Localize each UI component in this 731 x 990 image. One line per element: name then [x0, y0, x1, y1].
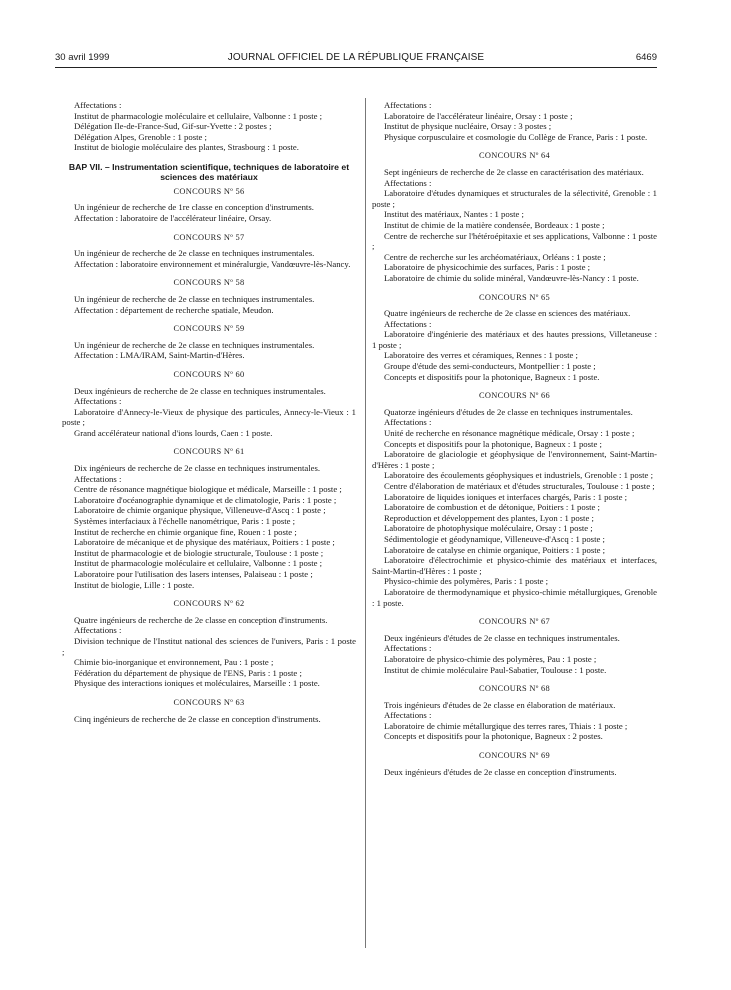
paragraph: Laboratoire des verres et céramiques, Rennes : 1 poste ;	[384, 350, 578, 361]
paragraph: Cinq ingénieurs de recherche de 2e classe en conception d'instruments.	[74, 713, 321, 724]
paragraph: Institut des matériaux, Nantes : 1 poste ;	[384, 209, 524, 220]
concours-title: CONCOURS Nº 61	[173, 447, 245, 457]
concours-title: CONCOURS Nº 66	[478, 391, 551, 401]
paragraph: Affectations :	[384, 100, 432, 110]
paragraph: Laboratoire de chimie métallurgique des terres rares, Thiais : 1 poste ;	[384, 720, 628, 731]
paragraph: Centre d'élaboration de matériaux et d'études structurales, Toulouse : 1 poste ;	[384, 481, 655, 491]
concours-title: CONCOURS Nº 67	[478, 617, 551, 627]
page-number: 6469	[635, 52, 657, 63]
paragraph: Laboratoire d'océanographie dynamique et de climatologie, Paris : 1 poste ;	[74, 494, 337, 505]
paragraph: Centre de résonance magnétique biologique et médicale, Marseille : 1 poste ;	[74, 484, 342, 495]
paragraph: Division technique de l'Institut national des sciences de l'univers, Paris : 1 poste ;	[62, 635, 356, 657]
concours-58	[62, 278, 356, 315]
paragraph: Sédimentologie et géodynamique, Villeneuve-d'Ascq : 1 poste ;	[384, 533, 605, 544]
concours-title: CONCOURS Nº 58	[173, 278, 245, 288]
paragraph: Institut de chimie moléculaire Paul-Sabatier, Toulouse : 1 poste.	[384, 664, 607, 675]
issue-date: 30 avril 1999	[55, 52, 110, 63]
concours-title: CONCOURS Nº 57	[173, 232, 245, 242]
paragraph: Institut de pharmacologie et de biologie structurale, Toulouse : 1 poste ;	[74, 547, 324, 558]
paragraph: Quatre ingénieurs de recherche de 2e classe en sciences des matériaux.	[384, 308, 631, 319]
concours-title: CONCOURS Nº 69	[478, 751, 551, 761]
paragraph: Affectations :	[384, 417, 432, 428]
concours-64	[372, 151, 657, 283]
paragraph: Groupe d'étude des semi-conducteurs, Montpellier : 1 poste ;	[384, 361, 596, 372]
paragraph: Institut de biologie moléculaire des plantes, Strasbourg : 1 poste.	[74, 142, 299, 153]
paragraph: Sept ingénieurs de recherche de 2e classe en caractérisation des matériaux.	[384, 166, 644, 177]
column-divider	[365, 98, 366, 948]
paragraph: Laboratoire de physicochimie des surfaces, Paris : 1 poste ;	[384, 262, 591, 273]
concours-title: CONCOURS Nº 59	[173, 324, 245, 334]
concours-60	[62, 370, 356, 439]
concours-66	[372, 391, 657, 608]
concours-title: CONCOURS Nº 60	[173, 369, 245, 379]
paragraph: Centre de recherche sur les archéomatériaux, Orléans : 1 poste ;	[384, 251, 606, 262]
concours-title: CONCOURS Nº 68	[478, 684, 551, 694]
concours-65	[372, 293, 657, 383]
left-intro-block	[62, 100, 356, 153]
bap-heading: BAP VII. – Instrumentation scientifique, techniques de laboratoire et sciences des matériaux	[68, 161, 350, 183]
right-intro-block	[372, 100, 657, 142]
concours-title: CONCOURS Nº 63	[173, 697, 245, 707]
paragraph: Institut de pharmacologie moléculaire et cellulaire, Valbonne : 1 poste ;	[74, 110, 323, 121]
paragraph: Affectations :	[384, 318, 432, 329]
paragraph: Laboratoire de glaciologie et géophysique de l'environnement, Saint-Martin-d'Hères : 1 poste ;	[372, 449, 657, 470]
concours-62	[62, 599, 356, 689]
paragraph: Deux ingénieurs d'études de 2e classe en conception d'instruments.	[384, 766, 617, 777]
concours-59	[62, 324, 356, 361]
paragraph: Deux ingénieurs d'études de 2e classe en techniques instrumentales.	[384, 632, 620, 643]
paragraph: Institut de recherche en chimie organique fine, Rouen : 1 poste ;	[74, 526, 297, 537]
concours-title: CONCOURS Nº 65	[478, 292, 551, 302]
page-header	[55, 52, 657, 66]
concours-68	[372, 684, 657, 742]
paragraph: Quatre ingénieurs de recherche de 2e classe en conception d'instruments.	[74, 614, 328, 625]
paragraph: Un ingénieur de recherche de 2e classe en techniques instrumentales.	[74, 339, 315, 350]
paragraph: Laboratoire d'études dynamiques et structurales de la sélectivité, Grenoble : 1 poste ;	[372, 188, 657, 209]
paragraph: Affectations :	[74, 473, 122, 484]
paragraph: Affectations :	[384, 177, 432, 188]
left-column	[62, 100, 356, 724]
paragraph: Un ingénieur de recherche de 2e classe en techniques instrumentales.	[74, 293, 315, 304]
paragraph: Concepts et dispositifs pour la photonique, Bagneux : 1 poste.	[384, 371, 600, 382]
paragraph: Physique corpusculaire et cosmologie du Collège de France, Paris : 1 poste.	[384, 131, 648, 142]
journal-title: JOURNAL OFFICIEL DE LA RÉPUBLIQUE FRANÇAISE	[227, 52, 485, 63]
paragraph: Concepts et dispositifs pour la photonique, Bagneux : 1 poste ;	[384, 438, 602, 449]
paragraph: Un ingénieur de recherche de 2e classe en techniques instrumentales.	[74, 248, 315, 259]
bap-section	[62, 162, 356, 183]
paragraph: Laboratoire de catalyse en chimie organique, Poitiers : 1 poste ;	[384, 544, 606, 555]
paragraph: Laboratoire de combustion et de détonique, Poitiers : 1 poste ;	[384, 502, 600, 513]
paragraph: Laboratoire de thermodynamique et physico-chimie métallurgiques, Grenoble : 1 poste.	[372, 586, 657, 608]
paragraph: Concepts et dispositifs pour la photonique, Bagneux : 2 postes.	[384, 731, 603, 742]
paragraph: Affectations :	[74, 396, 122, 407]
concours-67	[372, 617, 657, 675]
paragraph: Reproduction et développement des plantes, Lyon : 1 poste ;	[384, 512, 594, 523]
paragraph: Affectation : laboratoire de l'accélérateur linéaire, Orsay.	[74, 212, 272, 223]
concours-title: CONCOURS Nº 64	[478, 151, 551, 161]
paragraph: Dix ingénieurs de recherche de 2e classe en techniques instrumentales.	[74, 463, 321, 474]
paragraph: Laboratoire de l'accélérateur linéaire, Orsay : 1 poste ;	[384, 110, 573, 121]
paragraph: Quatorze ingénieurs d'études de 2e classe en techniques instrumentales.	[384, 406, 633, 417]
paragraph: Délégation Alpes, Grenoble : 1 poste ;	[74, 131, 207, 142]
paragraph: Affectations :	[74, 625, 122, 636]
paragraph: Deux ingénieurs de recherche de 2e classe en techniques instrumentales.	[74, 385, 326, 396]
paragraph: Chimie bio-inorganique et environnement, Pau : 1 poste ;	[74, 657, 274, 668]
paragraph: Affectations :	[384, 643, 432, 654]
paragraph: Physique des interactions ioniques et moléculaires, Marseille : 1 poste.	[74, 678, 320, 689]
paragraph: Délégation Ile-de-France-Sud, Gif-sur-Yvette : 2 postes ;	[74, 121, 272, 132]
paragraph: Affectations :	[74, 100, 122, 110]
concours-61	[62, 447, 356, 590]
paragraph: Grand accélérateur national d'ions lourds, Caen : 1 poste.	[74, 427, 273, 438]
paragraph: Un ingénieur de recherche de 1re classe en conception d'instruments.	[74, 202, 314, 213]
paragraph: Laboratoire pour l'utilisation des lasers intenses, Palaiseau : 1 poste ;	[74, 569, 313, 579]
paragraph: Laboratoire de physico-chimie des polymères, Pau : 1 poste ;	[384, 653, 597, 664]
paragraph: Trois ingénieurs d'études de 2e classe en élaboration de matériaux.	[384, 699, 616, 710]
concours-69	[372, 751, 657, 777]
paragraph: Laboratoire de mécanique et de physique des matériaux, Poitiers : 1 poste ;	[74, 537, 335, 548]
paragraph: Systèmes interfaciaux à l'échelle nanométrique, Paris : 1 poste ;	[74, 516, 296, 527]
paragraph: Laboratoire de chimie du solide minéral, Vandœuvre-lès-Nancy : 1 poste.	[384, 272, 639, 283]
paragraph: Unité de recherche en résonance magnétique médicale, Orsay : 1 poste ;	[384, 428, 635, 439]
paragraph: Centre de recherche sur l'hétéroépitaxie et ses applications, Valbonne : 1 poste ;	[372, 230, 657, 252]
concours-63	[62, 698, 356, 724]
header-rule	[55, 67, 657, 68]
paragraph: Laboratoire de photophysique moléculaire, Orsay : 1 poste ;	[384, 523, 593, 534]
concours-56	[62, 187, 356, 224]
paragraph: Laboratoire d'électrochimie et physico-chimie des matériaux et interfaces, Saint-Martin-d'Hères : 1 poste ;	[372, 555, 657, 576]
paragraph: Laboratoire de liquides ioniques et interfaces chargés, Paris : 1 poste ;	[384, 491, 628, 502]
paragraph: Affectation : laboratoire environnement et minéralurgie, Vandœuvre-lès-Nancy.	[74, 258, 351, 269]
paragraph: Affectation : LMA/IRAM, Saint-Martin-d'Hères.	[74, 350, 245, 361]
paragraph: Laboratoire d'ingénierie des matériaux et des hautes pressions, Villetaneuse : 1 poste ;	[372, 329, 657, 350]
paragraph: Physico-chimie des polymères, Paris : 1 poste ;	[384, 576, 549, 587]
paragraph: Fédération du département de physique de l'ENS, Paris : 1 poste ;	[74, 667, 302, 678]
concours-57	[62, 233, 356, 270]
right-column	[372, 100, 657, 777]
paragraph: Institut de biologie, Lille : 1 poste.	[74, 579, 195, 590]
concours-title: CONCOURS Nº 62	[173, 599, 245, 609]
paragraph: Institut de pharmacologie moléculaire et cellulaire, Valbonne : 1 poste ;	[74, 558, 323, 569]
paragraph: Affectations :	[384, 710, 432, 721]
paragraph: Affectation : département de recherche spatiale, Meudon.	[74, 304, 274, 315]
paragraph: Laboratoire des écoulements géophysiques et industriels, Grenoble : 1 poste ;	[384, 470, 654, 481]
paragraph: Institut de chimie de la matière condensée, Bordeaux : 1 poste ;	[384, 219, 605, 230]
paragraph: Laboratoire d'Annecy-le-Vieux de physique des particules, Annecy-le-Vieux : 1 poste ;	[62, 406, 356, 428]
paragraph: Institut de physique nucléaire, Orsay : 3 postes ;	[384, 121, 552, 132]
concours-title: CONCOURS Nº 56	[173, 186, 245, 196]
paragraph: Laboratoire de chimie organique physique, Villeneuve-d'Ascq : 1 poste ;	[74, 505, 326, 516]
